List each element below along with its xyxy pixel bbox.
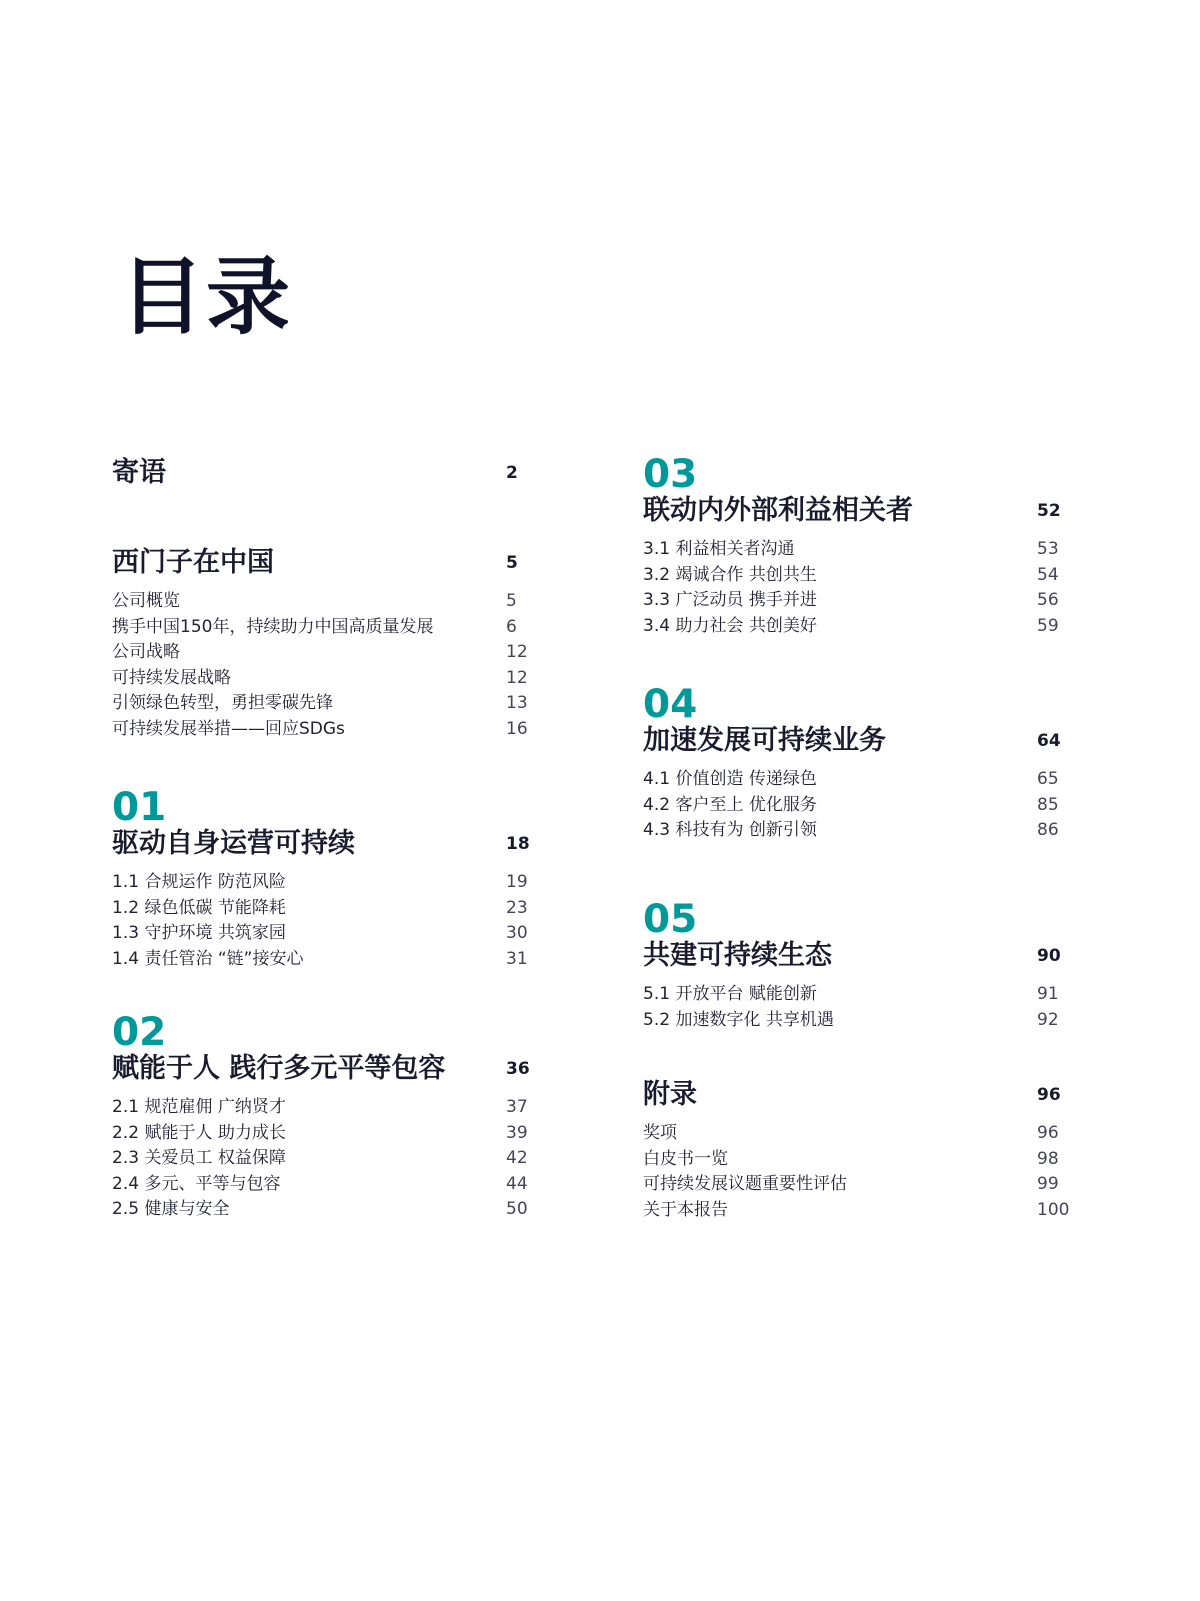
- toc-item[interactable]: [112, 896, 532, 922]
- toc-item-page: 23: [506, 897, 528, 918]
- toc-item-label: 可持续发展议题重要性评估: [643, 1174, 847, 1195]
- page-title: 目录: [120, 248, 293, 346]
- toc-item-label: 3.3 广泛动员 携手并进: [643, 590, 817, 611]
- toc-item-page: 50: [506, 1199, 528, 1220]
- toc-item[interactable]: [643, 1198, 1083, 1224]
- toc-item-label: 3.2 竭诚合作 共创共生: [643, 564, 817, 585]
- toc-item[interactable]: [643, 588, 1083, 614]
- toc-item-page: 96: [1037, 1123, 1059, 1143]
- toc-item[interactable]: [643, 537, 1083, 563]
- toc-item-label: 可持续发展战略: [112, 667, 231, 688]
- toc-section-01[interactable]: [112, 785, 532, 972]
- toc-item-label: 4.1 价值创造 传递绿色: [643, 769, 817, 789]
- toc-item-page: 12: [506, 667, 528, 688]
- toc-item-page: 19: [506, 872, 528, 892]
- toc-item-label: 5.2 加速数字化 共享机遇: [643, 1009, 834, 1030]
- toc-item-label: 1.3 守护环境 共筑家园: [112, 923, 286, 944]
- toc-section-04[interactable]: [643, 682, 1083, 844]
- toc-item-label: 2.5 健康与安全: [112, 1199, 230, 1220]
- section-number: 01: [112, 785, 167, 830]
- toc-item[interactable]: [643, 1121, 1083, 1147]
- toc-item-page: 30: [506, 923, 528, 944]
- section-title: 共建可持续生态: [643, 940, 832, 971]
- section-number: 05: [643, 897, 698, 942]
- section-page-number: 2: [506, 463, 518, 483]
- section-title: 附录: [643, 1079, 697, 1110]
- toc-item[interactable]: [112, 921, 532, 947]
- toc-item-page: 54: [1037, 564, 1059, 585]
- toc-item-label: 白皮书一览: [643, 1148, 728, 1169]
- toc-section-siemens-in-china[interactable]: [112, 545, 532, 743]
- toc-item-label: 可持续发展举措——回应SDGs: [112, 718, 345, 739]
- toc-item-label: 3.1 利益相关者沟通: [643, 539, 795, 559]
- toc-item-label: 5.1 开放平台 赋能创新: [643, 984, 817, 1004]
- toc-item-page: 86: [1037, 820, 1059, 841]
- toc-item-page: 16: [506, 718, 528, 739]
- toc-item[interactable]: [112, 1121, 532, 1147]
- toc-section-appendix[interactable]: [643, 1077, 1083, 1223]
- section-page-number: 90: [1037, 946, 1061, 966]
- toc-item-label: 1.4 责任管治 “链”接安心: [112, 948, 304, 969]
- section-title: 联动内外部利益相关者: [643, 495, 913, 526]
- toc-item[interactable]: [643, 1172, 1083, 1198]
- toc-item-page: 5: [506, 591, 517, 611]
- section-page-number: 52: [1037, 501, 1061, 521]
- toc-item[interactable]: [643, 793, 1083, 819]
- toc-item[interactable]: [643, 1147, 1083, 1173]
- toc-item-page: 99: [1037, 1174, 1059, 1195]
- section-number: 03: [643, 452, 698, 497]
- toc-item[interactable]: [112, 870, 532, 896]
- toc-item-page: 65: [1037, 769, 1059, 789]
- toc-item-page: 31: [506, 948, 528, 969]
- toc-item-page: 100: [1037, 1199, 1070, 1220]
- toc-item-label: 2.4 多元、平等与包容: [112, 1173, 281, 1194]
- toc-item-label: 携手中国150年，持续助力中国高质量发展: [112, 616, 434, 637]
- section-title: 加速发展可持续业务: [643, 725, 886, 756]
- section-page-number: 64: [1037, 731, 1061, 751]
- toc-item-page: 12: [506, 642, 528, 663]
- section-page-number: 36: [506, 1059, 530, 1079]
- toc-item-page: 42: [506, 1148, 528, 1169]
- section-number: 02: [112, 1010, 167, 1055]
- section-page-number: 18: [506, 834, 530, 854]
- section-title: 驱动自身运营可持续: [112, 828, 355, 859]
- toc-item-page: 13: [506, 693, 528, 714]
- toc-item-page: 39: [506, 1122, 528, 1143]
- toc-item[interactable]: [112, 589, 532, 615]
- toc-item[interactable]: [112, 666, 532, 692]
- toc-item-label: 2.2 赋能于人 助力成长: [112, 1122, 286, 1143]
- toc-section-02[interactable]: [112, 1010, 532, 1223]
- section-number: 04: [643, 682, 698, 727]
- toc-item[interactable]: [643, 614, 1083, 640]
- section-title: 赋能于人 践行多元平等包容: [112, 1053, 446, 1084]
- toc-item-label: 3.4 助力社会 共创美好: [643, 615, 817, 636]
- toc-item-label: 公司概览: [112, 591, 180, 611]
- toc-item-label: 引领绿色转型，勇担零碳先锋: [112, 693, 333, 714]
- toc-item-page: 44: [506, 1173, 528, 1194]
- toc-item-label: 1.2 绿色低碳 节能降耗: [112, 897, 286, 918]
- toc-item-page: 98: [1037, 1148, 1059, 1169]
- toc-item[interactable]: [112, 640, 532, 666]
- toc-item[interactable]: [112, 1172, 532, 1198]
- toc-item-label: 2.1 规范雇佣 广纳贤才: [112, 1097, 286, 1117]
- section-title: 西门子在中国: [112, 547, 274, 578]
- toc-item[interactable]: [643, 1008, 1083, 1034]
- toc-item-page: 37: [506, 1097, 528, 1117]
- toc-item[interactable]: [112, 615, 532, 641]
- toc-item-label: 奖项: [643, 1123, 677, 1143]
- toc-section-05[interactable]: [643, 897, 1083, 1033]
- toc-item-label: 2.3 关爱员工 权益保障: [112, 1148, 286, 1169]
- toc-item-page: 6: [506, 616, 517, 637]
- toc-item[interactable]: [643, 563, 1083, 589]
- toc-item-page: 91: [1037, 984, 1059, 1004]
- toc-item[interactable]: [112, 691, 532, 717]
- section-title: 寄语: [112, 457, 166, 488]
- toc-section-foreword[interactable]: [112, 455, 532, 491]
- toc-item[interactable]: [112, 1146, 532, 1172]
- toc-item-page: 92: [1037, 1009, 1059, 1030]
- toc-section-03[interactable]: [643, 452, 1083, 639]
- toc-item[interactable]: [112, 717, 532, 743]
- section-page-number: 5: [506, 553, 518, 573]
- section-page-number: 96: [1037, 1085, 1061, 1105]
- toc-item-page: 53: [1037, 539, 1059, 559]
- toc-item[interactable]: [112, 947, 532, 973]
- toc-item[interactable]: [643, 767, 1083, 793]
- toc-item-label: 4.3 科技有为 创新引领: [643, 820, 817, 841]
- toc-item-label: 公司战略: [112, 642, 180, 663]
- toc-item-label: 1.1 合规运作 防范风险: [112, 872, 286, 892]
- toc-item-label: 关于本报告: [643, 1199, 728, 1220]
- toc-item[interactable]: [643, 818, 1083, 844]
- toc-item-page: 59: [1037, 615, 1059, 636]
- toc-item-page: 85: [1037, 794, 1059, 815]
- toc-item[interactable]: [112, 1095, 532, 1121]
- toc-item[interactable]: [643, 982, 1083, 1008]
- toc-item-label: 4.2 客户至上 优化服务: [643, 794, 817, 815]
- toc-item-page: 56: [1037, 590, 1059, 611]
- toc-item[interactable]: [112, 1197, 532, 1223]
